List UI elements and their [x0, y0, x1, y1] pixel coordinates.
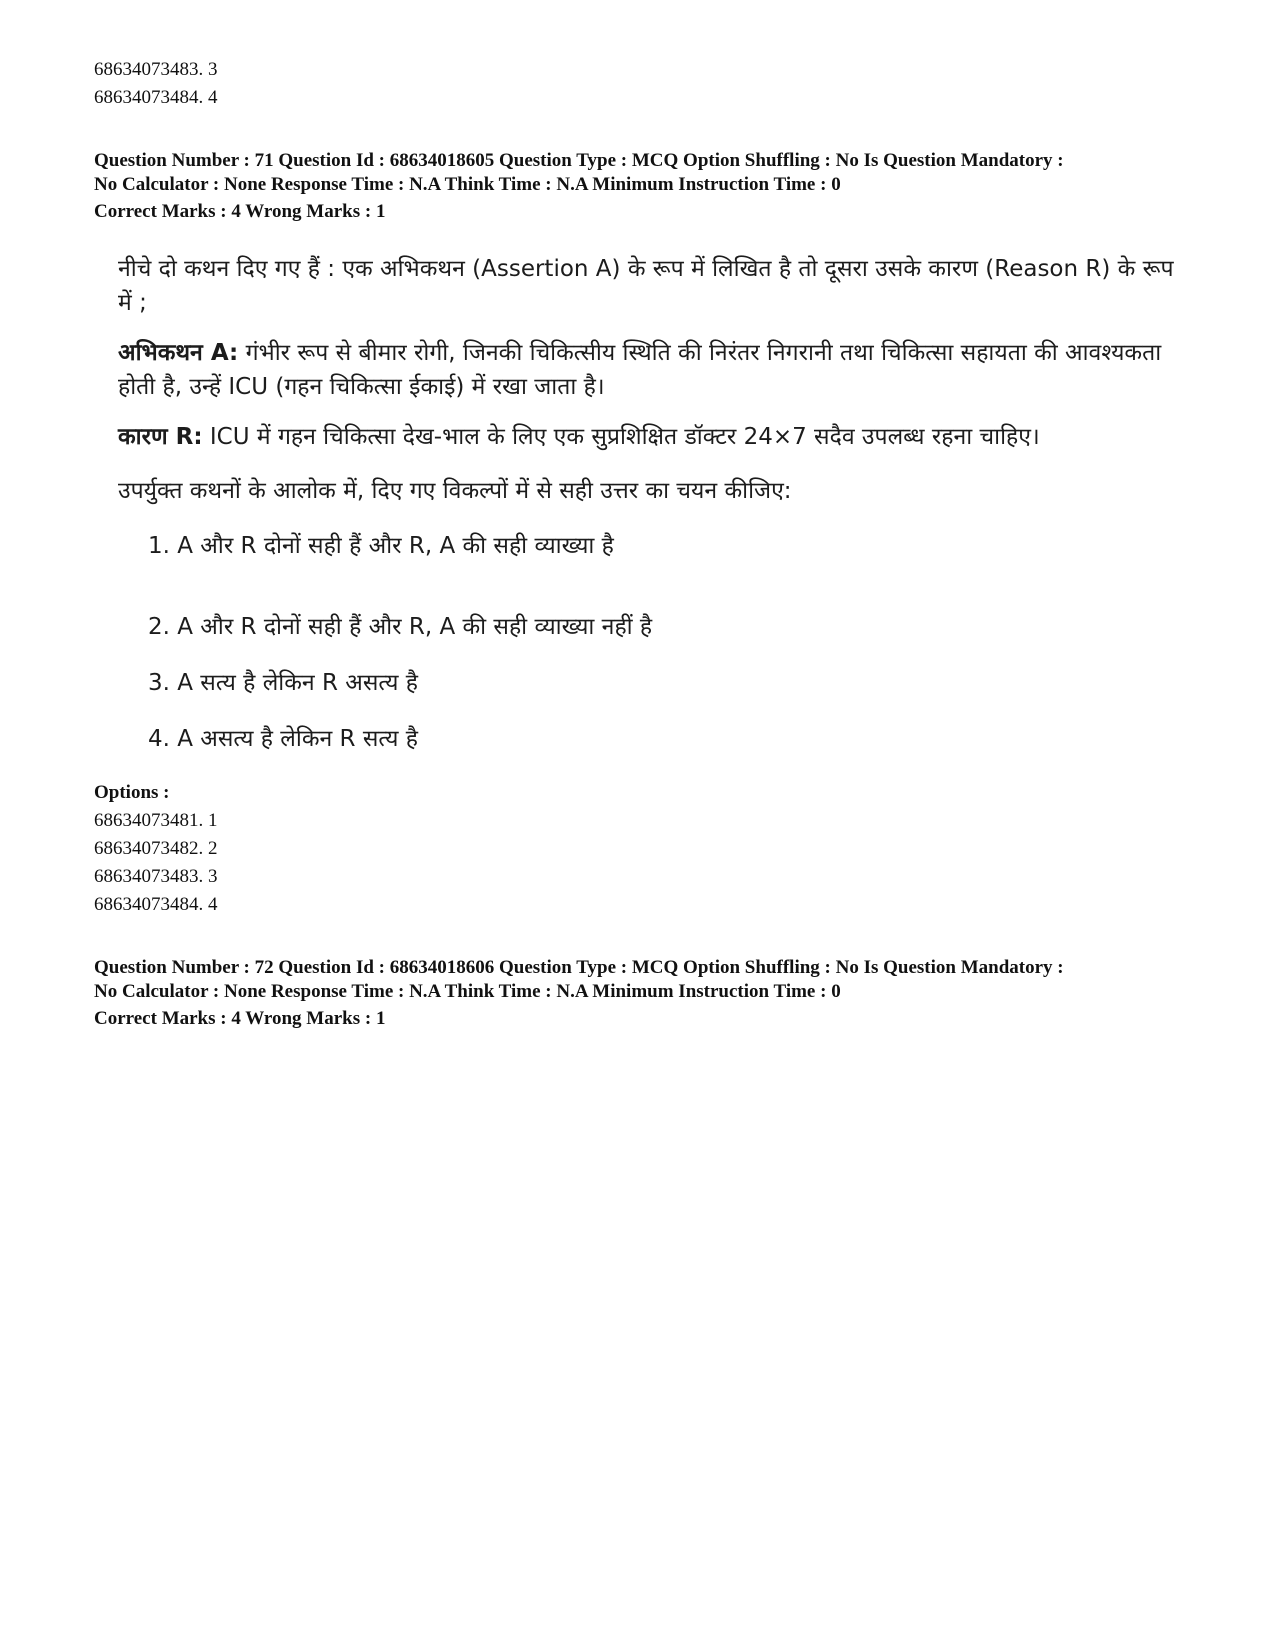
- options-heading: Options :: [94, 782, 170, 803]
- choice-4: 4. A असत्य है लेकिन R सत्य है: [148, 726, 418, 752]
- assertion-text: गंभीर रूप से बीमार रोगी, जिनकी चिकित्सीय स्थिति की निरंतर निगरानी तथा चिकित्सा सहायता की आवश्यकता होती है, उन्हें ICU (गहन चिकित्सा ईकाई) में रखा जाता है।: [118, 340, 1162, 400]
- option-line: 68634073482. 2: [94, 838, 218, 859]
- question-71-marks: Correct Marks : 4 Wrong Marks : 1: [94, 201, 386, 222]
- option-line: 68634073483. 3: [94, 59, 218, 80]
- question-meta-line-1: Question Number : 71 Question Id : 68634018605 Question Type : MCQ Option Shuffling : No Is Question Mandatory :: [94, 150, 1064, 171]
- question-meta-line-2: No Calculator : None Response Time : N.A Think Time : N.A Minimum Instruction Time : 0: [94, 981, 841, 1002]
- choice-3: 3. A सत्य है लेकिन R असत्य है: [148, 670, 418, 696]
- question-72-meta: [94, 956, 1204, 1004]
- question-71-body: [118, 252, 1178, 772]
- reason-label: कारण R:: [118, 424, 203, 450]
- option-line: 68634073481. 1: [94, 810, 218, 831]
- option-line: 68634073484. 4: [94, 87, 218, 108]
- question-instruction: उपर्युक्त कथनों के आलोक में, दिए गए विकल्पों में से सही उत्तर का चयन कीजिए:: [118, 478, 792, 504]
- question-71-meta: [94, 149, 1204, 197]
- question-meta-line-2: No Calculator : None Response Time : N.A Think Time : N.A Minimum Instruction Time : 0: [94, 174, 841, 195]
- assertion-statement: [118, 336, 1178, 404]
- question-meta-line-1: Question Number : 72 Question Id : 68634018606 Question Type : MCQ Option Shuffling : No Is Question Mandatory :: [94, 957, 1064, 978]
- reason-statement: [118, 420, 1178, 454]
- question-72-marks: Correct Marks : 4 Wrong Marks : 1: [94, 1008, 386, 1029]
- option-line: 68634073483. 3: [94, 866, 218, 887]
- choice-2: 2. A और R दोनों सही हैं और R, A की सही व्याख्या नहीं है: [148, 614, 653, 640]
- choice-1: 1. A और R दोनों सही हैं और R, A की सही व्याख्या है: [148, 533, 614, 559]
- assertion-label: अभिकथन A:: [118, 340, 239, 366]
- question-intro: नीचे दो कथन दिए गए हैं : एक अभिकथन (Assertion A) के रूप में लिखित है तो दूसरा उसके कारण (Reason R) के रूप में ;: [118, 256, 1174, 316]
- reason-text: ICU में गहन चिकित्सा देख-भाल के लिए एक सुप्रशिक्षित डॉक्टर 24×7 सदैव उपलब्ध रहना चाहिए।: [202, 424, 1040, 450]
- option-line: 68634073484. 4: [94, 894, 218, 915]
